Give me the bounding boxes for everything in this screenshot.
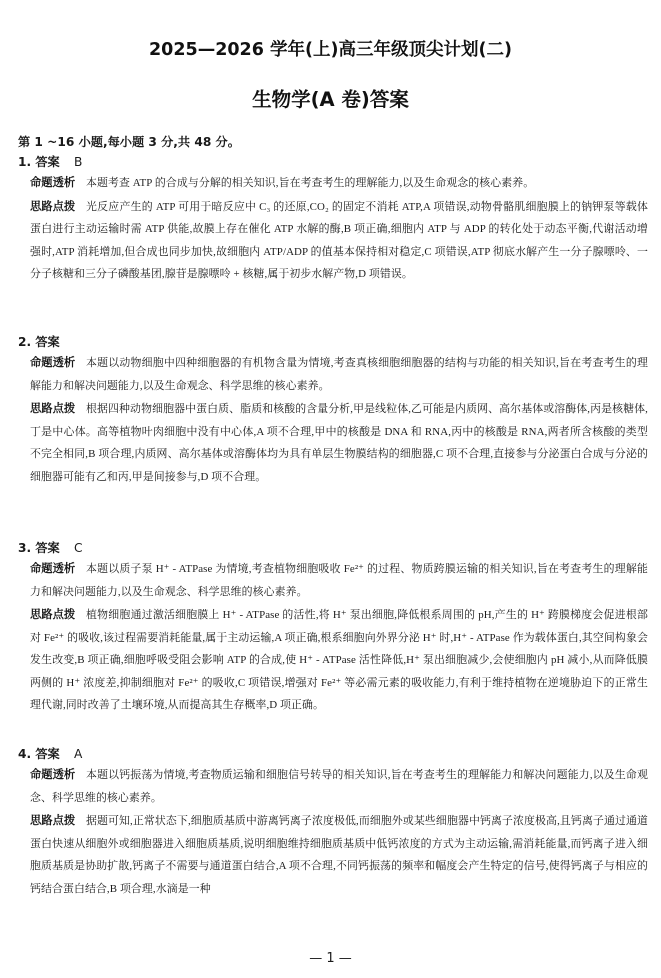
answer-letter: C — [74, 541, 83, 555]
hint-text: 据题可知,正常状态下,细胞质基质中游离钙离子浓度极低,而细胞外或某些细胞器中钙离子浓度极高,且钙离子通过通道蛋白快速从细胞外或细胞器进入细胞质基质,说明细胞维持细胞质基质中低钙浓度的方式为主动运输,需消耗能量,而钙离子进入细胞质基质是协助扩散,钙离子不需要与通道蛋白结合,A 项不合理,不同钙振荡的频率和幅度会产生特定的信号,使得钙离子与相应的钙结合蛋白结合,B 项合理,水滴是一种 — [30, 815, 648, 895]
intent-block — [30, 558, 648, 603]
intent-text: 本题考查 ATP 的合成与分解的相关知识,旨在考查考生的理解能力,以及生命观念的核心素养。 — [86, 177, 535, 189]
hint-block — [30, 398, 648, 488]
answer-line — [18, 332, 648, 352]
page-subtitle: 生物学(A 卷)答案 — [252, 88, 409, 111]
question-number: 3. — [18, 541, 32, 555]
intent-text: 本题以钙振荡为情境,考查物质运输和细胞信号转导的相关知识,旨在考查考生的理解能力和解决问题能力,以及生命观念、科学思维的核心素养。 — [30, 769, 648, 804]
hint-label: 思路点拨 — [30, 402, 76, 415]
hint-text: 根据四种动物细胞器中蛋白质、脂质和核酸的含量分析,甲是线粒体,乙可能是内质网、高尔基体或溶酶体,丙是核糖体,丁是中心体。高等植物叶肉细胞中没有中心体,A 项不合理,甲中的核酸是 DNA 和 RNA,丙中的核酸是 RNA,两者所含核酸的类型不完全相同,B 项合理,内质网、高尔基体或溶酶体均为具有单层生物膜结构的细胞器,C 项不合理,直接参与分泌蛋白合成与分泌的细胞器可能有乙和丙,甲是间接参与,D 项不合理。 — [30, 403, 648, 483]
question-number: 2. — [18, 335, 32, 349]
hint-label: 思路点拨 — [30, 814, 76, 827]
answer-letter: B — [74, 155, 83, 169]
answer-line — [18, 744, 648, 764]
answer-label: 答案 — [35, 747, 60, 761]
question-1 — [18, 152, 648, 287]
question-number: 4. — [18, 747, 32, 761]
hint-block — [30, 810, 648, 900]
intent-block — [30, 172, 648, 195]
question-2 — [18, 332, 648, 489]
answer-label: 答案 — [35, 541, 60, 555]
hint-block — [30, 604, 648, 717]
intent-text: 本题以动物细胞中四种细胞器的有机物含量为情境,考查真核细胞细胞器的结构与功能的相关知识,旨在考查考生的理解能力和解决问题能力,以及生命观念、科学思维的核心素养。 — [30, 357, 648, 392]
question-3 — [18, 538, 648, 718]
intent-label: 命题透析 — [30, 356, 76, 369]
intent-text: 本题以质子泵 H⁺ - ATPase 为情境,考查植物细胞吸收 Fe²⁺ 的过程、物质跨膜运输的相关知识,旨在考查考生的理解能力和解决问题能力,以及生命观念、科学思维的核心素养。 — [30, 563, 648, 598]
intent-label: 命题透析 — [30, 562, 76, 575]
page-title: 2025—2026 学年(上)高三年级顶尖计划(二) — [149, 40, 512, 60]
question-4 — [18, 744, 648, 901]
intent-block — [30, 352, 648, 397]
answer-line — [18, 538, 648, 558]
answer-label: 答案 — [35, 335, 60, 349]
hint-block — [30, 196, 648, 286]
answer-letter: A — [74, 747, 83, 761]
question-number: 1. — [18, 155, 32, 169]
hint-text: 光反应产生的 ATP 可用于暗反应中 C₃ 的还原,CO₂ 的固定不消耗 ATP,A 项错误,动物骨骼肌细胞膜上的钠钾泵等载体蛋白进行主动运输时需 ATP 供能,故膜上存在催化 ATP 水解的酶,B 项正确,细胞内 ATP 与 ADP 的转化处于动态平衡,代谢活动增强时,ATP 消耗增加,但合成也同步加快,故细胞内 ATP/ADP 的值基本保持相对稳定,C 项错误,ATP 彻底水解产生一分子腺嘌呤、一分子核糖和三分子磷酸基团,腺苷是腺嘌呤 + 核糖,属于初步水解产物,D 项错误。 — [30, 200, 648, 280]
page-number: — 1 — — [309, 951, 352, 966]
hint-label: 思路点拨 — [30, 608, 76, 621]
answer-label: 答案 — [35, 155, 60, 169]
section-intro: 第 1 ~16 小题,每小题 3 分,共 48 分。 — [18, 135, 240, 149]
answer-line — [18, 152, 648, 172]
intent-label: 命题透析 — [30, 176, 76, 189]
intent-label: 命题透析 — [30, 768, 76, 781]
hint-label: 思路点拨 — [30, 199, 76, 213]
intent-block — [30, 764, 648, 809]
hint-text: 植物细胞通过激活细胞膜上 H⁺ - ATPase 的活性,将 H⁺ 泵出细胞,降低根系周围的 pH,产生的 H⁺ 跨膜梯度会促进根部对 Fe²⁺ 的吸收,该过程需要消耗能量,属于主动运输,A 项正确,根系细胞向外界分泌 H⁺ 时,H⁺ - ATPase 作为载体蛋白,其空间构象会发生改变,B 项正确,细胞呼吸受阻会影响 ATP 的合成,使 H⁺ - ATPase 活性降低,H⁺ 泵出细胞减少,会使细胞内 pH 减小,从而降低膜两侧的 H⁺ 浓度差,抑制细胞对 Fe²⁺ 的吸收,C 项错误,增强对 Fe²⁺ 等必需元素的吸收能力,有利于维持植物在逆境胁迫下的正常生理代谢,同时改善了土壤环境,从而提高其生存概率,D 项正确。 — [30, 609, 648, 711]
